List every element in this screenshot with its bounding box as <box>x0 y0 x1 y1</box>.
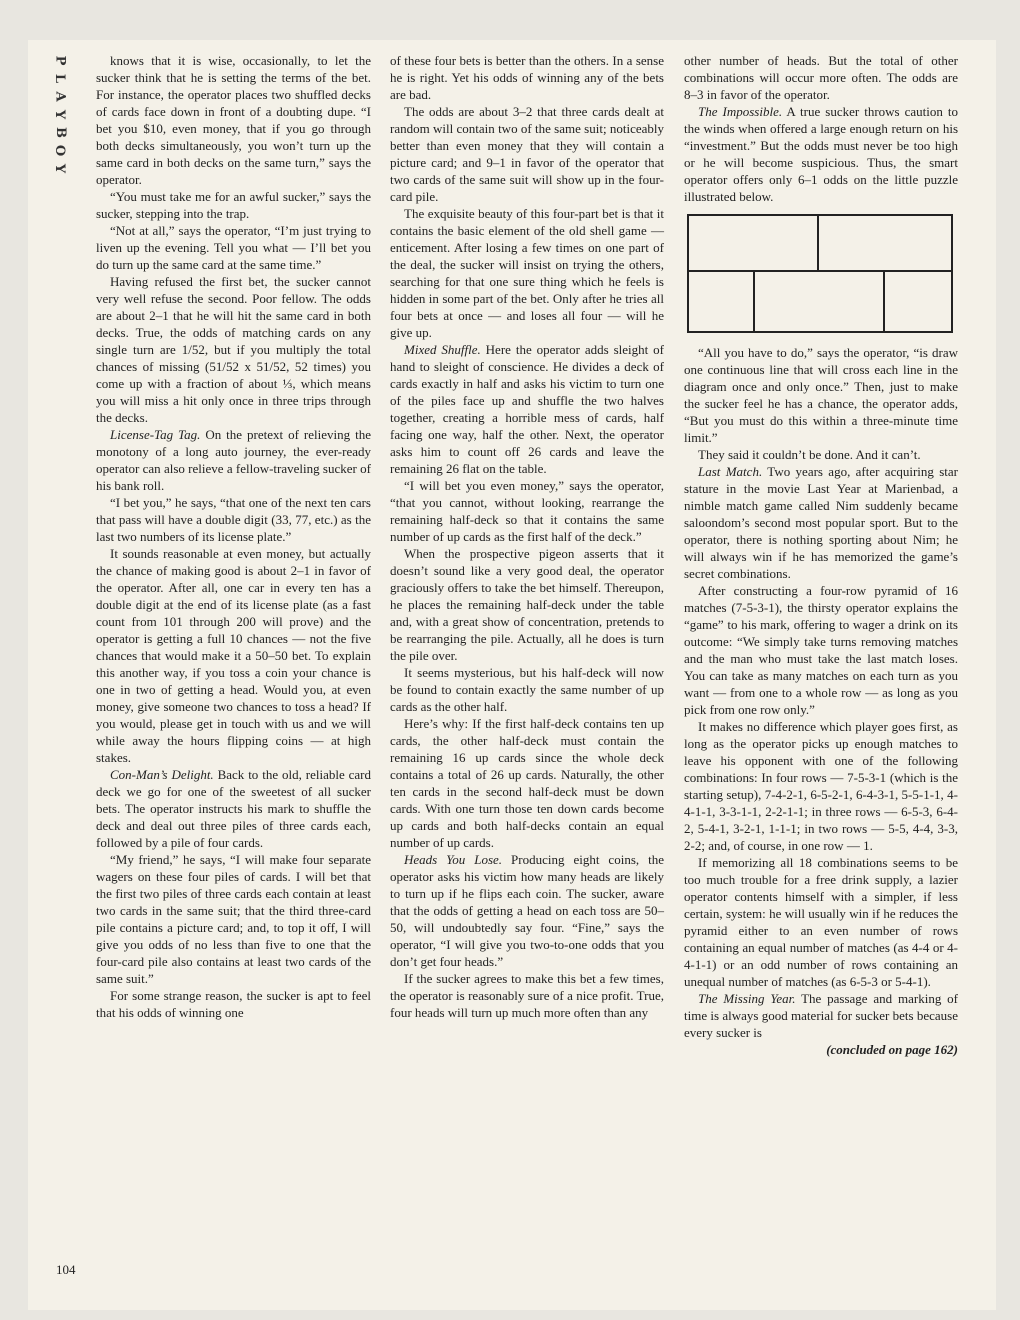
continued-note: (concluded on page 162) <box>826 1042 958 1057</box>
paragraph <box>96 52 371 188</box>
masthead-letter: A <box>52 91 68 102</box>
paragraph-text: “You must take me for an awful sucker,” says the sucker, stepping into the trap. <box>96 189 371 221</box>
section-heading: The Impossible. <box>698 104 783 119</box>
paragraph <box>390 970 664 1021</box>
paragraph-text: When the prospective pigeon asserts that it doesn’t sound like a very good deal, the operator graciously offers to take the bet himself. Thereupon, he places the remaining half-deck under the table and, with a great show of concentration, pretends to be rearranging the pile. Actually, all he does is turn the pile over. <box>390 546 664 663</box>
paragraph <box>390 477 664 545</box>
paragraph <box>390 205 664 341</box>
puzzle-diagram <box>684 211 956 336</box>
paragraph-text: It makes no difference which player goes first, as long as the operator picks up enough matches to leave his opponent with one of the following combinations: In four rows — 7-5-3-1 (which is the starting setup), 7-4-2-1, 6-5-2-1, 6-4-3-1, 5-5-1-1, 4-4-1-1, 3-3-1-1, 2-2-1-1; in three rows — 6-5-3, 6-4-2, 5-4-1, 3-2-1, 1-1-1; in two rows — 5-5, 4-4, 3-3, 2-2; and, of course, in one row — 1. <box>684 719 958 853</box>
paragraph-text: Two years ago, after acquiring star stature in the movie Last Year at Marienbad, a nimble match game called Nim suddenly became saloondom’s second most popular sport. But to the operator, there is nothing sporting about Nim; he will always win if he has memorized the game’s secret combinations. <box>684 464 958 581</box>
paragraph <box>684 990 958 1041</box>
paragraph <box>684 446 958 463</box>
paragraph-text: Here the operator adds sleight of hand to sleight of conscience. He divides a deck of cards exactly in half and asks his victim to turn one of the piles face up and shuffle the two halves together, creating a horrible mess of cards, half facing one way, half the other. Next, the operator asks him to count off 26 cards and leave the remaining 26 flat on the table. <box>390 342 664 476</box>
paragraph <box>96 188 371 222</box>
paragraph <box>684 344 958 446</box>
paragraph <box>96 494 371 545</box>
paragraph-text: After constructing a four-row pyramid of 16 matches (7-5-3-1), the thirsty operator explains the “game” to his mark, offering to wager a drink on its outcome: “We simply take turns removing matches and the man who must take the last match loses. You can take as many matches on each turn as you want — from one to a whole row — as long as you pick from one row only.” <box>684 583 958 717</box>
paragraph-text: For some strange reason, the sucker is apt to feel that his odds of winning one <box>96 988 371 1020</box>
paragraph <box>390 341 664 477</box>
paragraph <box>390 715 664 851</box>
section-heading: Con-Man’s Delight. <box>110 767 214 782</box>
masthead-letter: L <box>52 73 68 84</box>
paragraph <box>390 851 664 970</box>
paragraph <box>96 545 371 766</box>
paragraph-text: of these four bets is better than the others. In a sense he is right. Yet his odds of winning any of the bets are bad. <box>390 53 664 102</box>
paragraph-text: “All you have to do,” says the operator, “is draw one continuous line that will cross each line in the diagram once and only once.” Then, just to make the sucker feel he has a chance, the operator adds, “But you must do this within a three-minute time limit.” <box>684 345 958 445</box>
paragraph <box>96 426 371 494</box>
paragraph <box>684 463 958 582</box>
masthead-letter: Y <box>52 163 68 174</box>
paragraph-text: It sounds reasonable at even money, but actually the chance of making good is about 2–1 in favor of the operator. After all, one car in every ten has a double digit at the end of its license plate (as a fast count from 101 through 200 will prove) and the operator is getting a full 10 chances — not the five chances that would make it a 50–50 bet. To explain this another way, if you toss a coin your chance is one in two of getting a head. Would you, at even money, give someone two chances to toss a head? If you would, please get in touch with us and we will while away the hours flipping coins — at high stakes. <box>96 546 371 765</box>
section-heading: Mixed Shuffle. <box>404 342 481 357</box>
paragraph-text: knows that it is wise, occasionally, to let the sucker think that he is setting the terms of the bet. For instance, the operator places two shuffled decks of cards face down in front of a doubting dupe. “I bet you $10, even money, that if you go through both decks simultaneously, you won’t turn up the same card in both decks on the same turn,” says the operator. <box>96 53 371 187</box>
rectangles-puzzle-figure <box>684 211 956 336</box>
paragraph-text: Back to the old, reliable card deck we go for one of the sweetest of all sucker bets. The operator instructs his mark to shuffle the deck and deal out three piles of three cards each, followed by a pile of four cards. <box>96 767 371 850</box>
paragraph-text: “My friend,” he says, “I will make four separate wagers on these four piles of cards. I will bet that the first two piles of three cards each contain at least two cards in the same suit; that the third three-card pile contains a picture card; and, to top it off, I will give you odds of no less than five to one that the four-card pile also contains at least two cards of the same suit.” <box>96 852 371 986</box>
paragraph <box>684 582 958 718</box>
paragraph-text: It seems mysterious, but his half-deck will now be found to contain exactly the same number of up cards as the other half. <box>390 665 664 714</box>
paragraph <box>96 222 371 273</box>
section-heading: The Missing Year. <box>698 991 796 1006</box>
paragraph <box>390 52 664 103</box>
paragraph-text: “I bet you,” he says, “that one of the next ten cars that pass will have a double digit (33, 77, etc.) as the last two numbers of its license plate.” <box>96 495 371 544</box>
paragraph-text: other number of heads. But the total of other combinations will occur more often. The odds are 8–3 in favor of the operator. <box>684 53 958 102</box>
masthead-letter: O <box>52 144 68 157</box>
paragraph <box>96 273 371 426</box>
paragraph-text: The exquisite beauty of this four-part bet is that it contains the basic element of the old shell game — enticement. After losing a few times on one part of the deal, the sucker will insist on trying the others, searching for that one sure thing which he feels is hidden in some part of the bet. Only after he tries all four bets at once — and loses all four — will he give up. <box>390 206 664 340</box>
paragraph <box>684 854 958 990</box>
paragraph-text: If memorizing all 18 combinations seems to be too much trouble for a free drink supply, a lazier operator contents himself with a simpler, if less certain, system: he will usually win if he reduces the pyramid either to an even number of rows containing an equal number of matches (as 4-4 or 4-4-1-1) or an odd number of rows containing an unequal number of matches (as 6-5-3 or 5-4-1). <box>684 855 958 989</box>
section-heading: License-Tag Tag. <box>110 427 201 442</box>
section-heading: Heads You Lose. <box>404 852 503 867</box>
paragraph <box>390 545 664 664</box>
masthead-letter: Y <box>52 109 68 120</box>
paragraph <box>390 664 664 715</box>
paragraph <box>684 52 958 103</box>
paragraph <box>96 766 371 851</box>
paragraph-text: The odds are about 3–2 that three cards dealt at random will contain two of the same suit; noticeably better than even money that they will contain a picture card; and 9–1 in favor of the operator that two cards of the same suit will show up in the four-card pile. <box>390 104 664 204</box>
paragraph-text: The passage and marking of time is always good material for sucker bets because every sucker is <box>684 991 958 1040</box>
paragraph <box>390 103 664 205</box>
paragraph-text: “I will bet you even money,” says the operator, “that you cannot, without looking, rearrange the remaining half-deck so that it contains the same number of up cards as the first half of the deck.” <box>390 478 664 544</box>
paragraph-text: A true sucker throws caution to the winds when offered a large enough return on his “investment.” But the odds must never be too high or he will become suspicious. Thus, the smart operator offers only 6–1 odds on the little puzzle illustrated below. <box>684 104 958 204</box>
paragraph <box>684 718 958 854</box>
column-2 <box>390 52 664 1021</box>
masthead-letter: B <box>52 127 68 138</box>
paragraph <box>96 851 371 987</box>
paragraph-text: Having refused the first bet, the sucker cannot very well refuse the second. Poor fellow. The odds are about 2–1 that he will hit the same card in both decks. True, the odds of matching cards on any single turn are 1/52, but if you multiply the total chances of missing (51/52 x 51/52, 52 times) you come up with a fraction of about ⅓, which means you will miss a hit only once in three trips through the decks. <box>96 274 371 425</box>
paragraph <box>96 987 371 1021</box>
section-heading: Last Match. <box>698 464 763 479</box>
paragraph-text: Here’s why: If the first half-deck contains ten up cards, the other half-deck must contain the remaining 16 up cards since the whole deck contains a total of 26 up cards. Naturally, the other ten cards in the second half-deck must be down cards. With one turn those ten down cards become up cards and both half-decks contain an equal number of up cards. <box>390 716 664 850</box>
page-number: 104 <box>56 1262 76 1277</box>
column-3 <box>684 52 958 1058</box>
column-1 <box>96 52 371 1021</box>
paragraph-text: On the pretext of relieving the monotony of a long auto journey, the ever-ready operator can also relieve a fellow-traveling sucker of his bank roll. <box>96 427 371 493</box>
masthead-letter: P <box>52 55 68 66</box>
paragraph-text: “Not at all,” says the operator, “I’m just trying to liven up the evening. Tell you what — I’ll bet you do turn up the same card at the same time.” <box>96 223 371 272</box>
paragraph <box>684 103 958 205</box>
paragraph-text: Producing eight coins, the operator asks his victim how many heads are likely to turn up if he flips each coin. The sucker, aware that the odds of getting a head on each toss are 50–50, will undoubtedly say four. “Fine,” says the operator, “I will give you two-to-one odds that you don’t get four heads.” <box>390 852 664 969</box>
paragraph-text: If the sucker agrees to make this bet a few times, the operator is reasonably sure of a nice profit. True, four heads will turn up much more often than any <box>390 971 664 1020</box>
paragraph-text: They said it couldn’t be done. And it can’t. <box>698 447 921 462</box>
playboy-masthead <box>50 54 70 175</box>
